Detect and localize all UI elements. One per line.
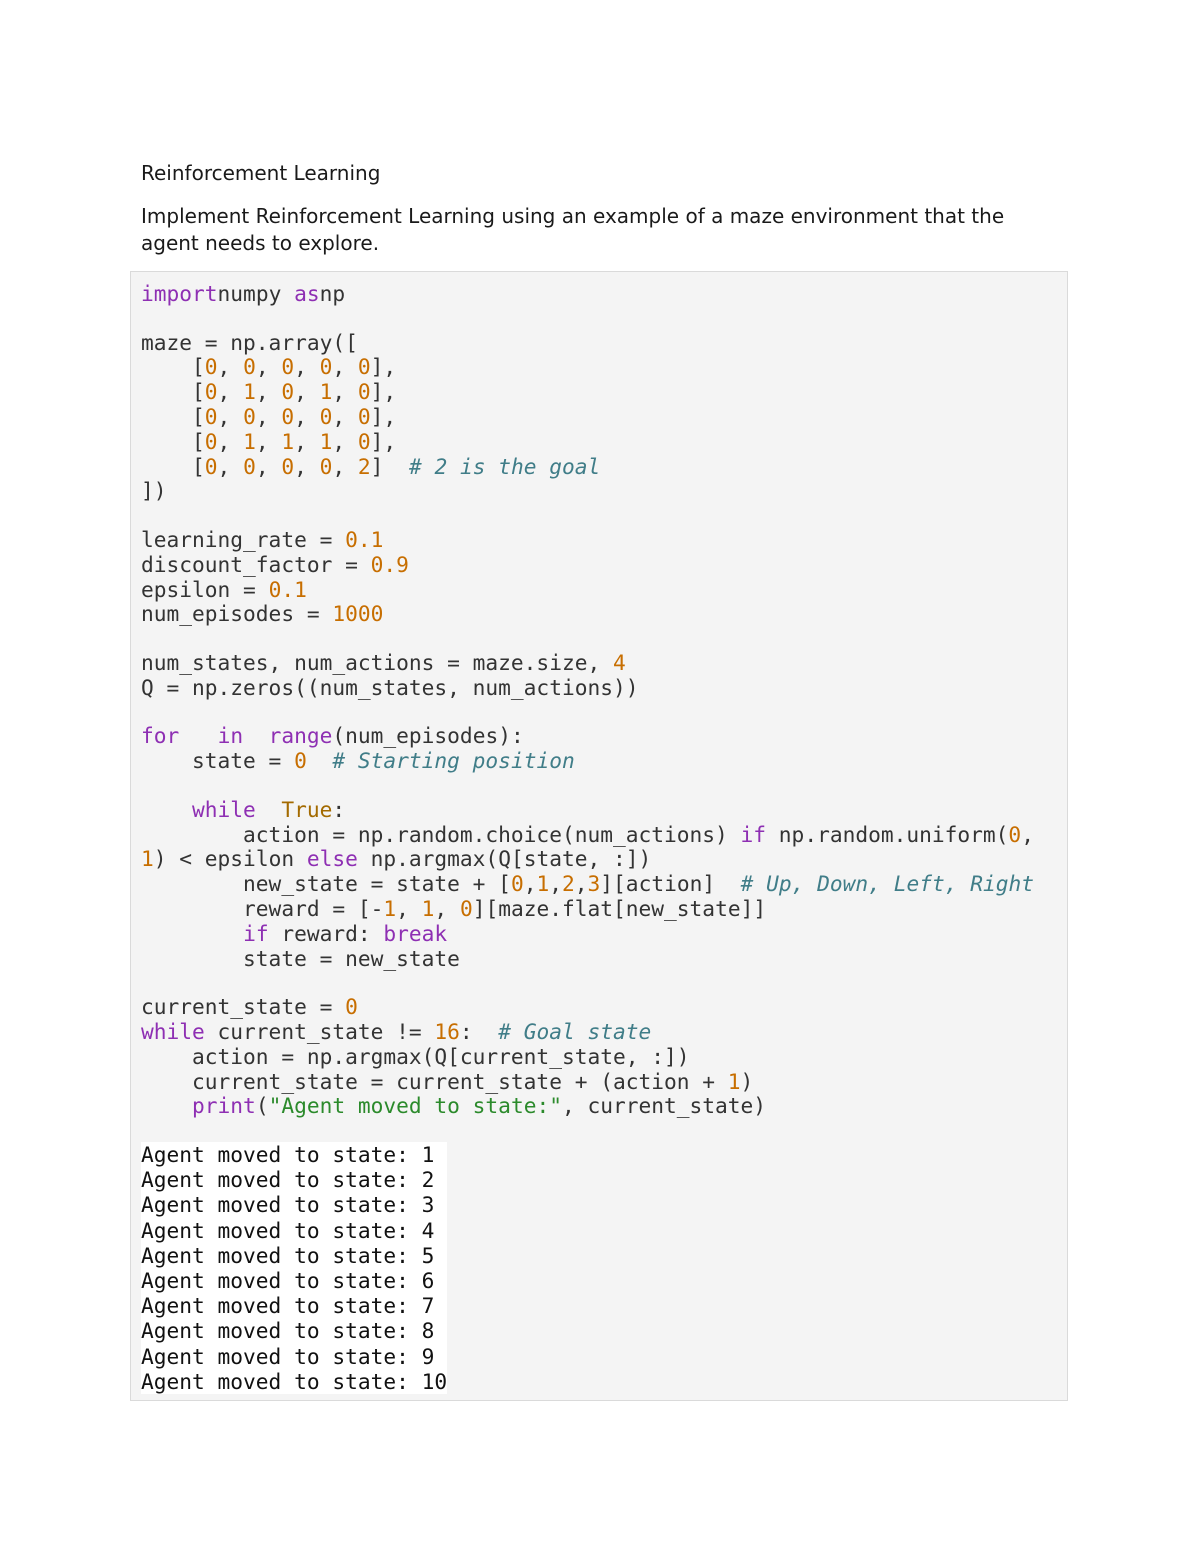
code-line [141, 602, 1034, 627]
output-line: Agent moved to state: 4 [141, 1218, 447, 1243]
code-line [141, 1045, 1034, 1070]
code-line [141, 479, 1034, 504]
code-text: , [523, 871, 537, 897]
keyword-token: for [141, 723, 180, 749]
number-token: 2 [357, 453, 371, 479]
number-token: 1 [243, 379, 256, 405]
code-text: ]) [141, 478, 167, 504]
blank-line [141, 774, 1034, 798]
number-token: 1 [243, 428, 256, 454]
code-text: action = np.random.choice(num_actions) [141, 821, 741, 847]
blank-line [141, 627, 1034, 651]
code-text: [ [141, 428, 205, 454]
code-line [141, 528, 1034, 553]
code-text: , [332, 403, 358, 429]
number-token: 0 [319, 354, 333, 380]
string-token: "Agent moved to state:" [268, 1093, 562, 1119]
output-line: Agent moved to state: 6 [141, 1268, 447, 1293]
code-text: reward: [268, 920, 384, 946]
code-line [141, 823, 1034, 848]
code-text: , [549, 871, 562, 897]
code-text: , [255, 428, 282, 454]
number-token: 0 [281, 403, 295, 429]
code-line [141, 282, 1034, 307]
number-token: 0 [204, 354, 218, 380]
cell-output [141, 1142, 447, 1394]
number-token: 0.9 [370, 551, 409, 577]
code-text: ], [370, 428, 397, 454]
code-text: , [294, 354, 320, 380]
code-text: ][maze.flat[new_state]] [472, 895, 767, 921]
code-text: , [255, 453, 282, 479]
code-text: ][action] [600, 871, 741, 897]
code-text: , [1021, 821, 1034, 847]
keyword-token: break [383, 920, 448, 946]
code-text: np.argmax(Q[state, :]) [357, 846, 652, 872]
task-description: Implement Reinforcement Learning using an example of a maze environment that the agent needs to explore. [141, 204, 1005, 255]
code-line [141, 331, 1034, 356]
code-text: Q = np.zeros((num_states, num_actions)) [141, 674, 639, 700]
code-line [141, 922, 1034, 947]
code-text: , [574, 871, 588, 897]
number-token: 0 [281, 453, 295, 479]
number-token: 0 [243, 403, 256, 429]
number-token: 1 [281, 428, 295, 454]
code-text: [ [141, 354, 205, 380]
code-block [141, 282, 1034, 1119]
code-text: , [332, 428, 358, 454]
code-text [243, 723, 269, 748]
code-line [141, 553, 1034, 578]
code-text: [ [141, 379, 205, 405]
code-text: num_episodes = [141, 601, 333, 627]
number-token: 0 [281, 354, 295, 380]
code-text: , [217, 379, 244, 405]
code-text [256, 797, 282, 822]
number-token: 0 [294, 748, 307, 774]
code-line [141, 676, 1034, 701]
code-text: new_state = state + [ [141, 871, 511, 897]
code-text: : [459, 1018, 499, 1044]
blank-line [141, 971, 1034, 995]
number-token: 1 [536, 871, 550, 897]
keyword-token: range [268, 723, 333, 749]
number-token: 0 [459, 895, 473, 921]
code-line [141, 405, 1034, 430]
code-text: , [255, 354, 282, 380]
code-text: state = new_state [141, 945, 460, 971]
code-text: , [255, 379, 282, 405]
code-line [141, 430, 1034, 455]
comment-token: # Up, Down, Left, Right [740, 871, 1035, 897]
code-text: , [217, 403, 244, 429]
number-token: 0 [243, 354, 256, 380]
number-token: 0 [204, 453, 218, 479]
code-text: learning_rate = [141, 526, 346, 552]
number-token: 1000 [332, 601, 384, 627]
code-text: , [434, 895, 460, 921]
code-text: , [217, 453, 244, 479]
blank-line [141, 504, 1034, 528]
code-text [141, 921, 243, 946]
number-token: 0 [510, 871, 524, 897]
keyword-token: while [192, 796, 256, 822]
code-line [141, 355, 1034, 380]
number-token: 0 [281, 379, 295, 405]
number-token: 16 [434, 1018, 460, 1044]
code-text: ) [740, 1068, 754, 1094]
blank-line [141, 307, 1034, 331]
number-token: 0 [357, 379, 371, 405]
keyword-token: else [306, 846, 358, 872]
number-token: 0 [345, 994, 358, 1020]
code-text: ( [255, 1093, 269, 1119]
code-text: np [319, 281, 346, 306]
code-text: state = [141, 748, 295, 774]
code-text: ) < epsilon [153, 846, 307, 872]
code-text: , [217, 428, 244, 454]
comment-token: # Starting position [332, 748, 575, 774]
keyword-token: if [740, 821, 767, 847]
code-text: , [255, 403, 282, 429]
code-line [141, 724, 1034, 749]
code-text: num_states, num_actions = maze.size, [141, 649, 613, 675]
number-token: 0 [319, 403, 333, 429]
code-text: ] [370, 453, 409, 479]
code-text: ], [370, 354, 397, 380]
number-token: 0 [319, 453, 333, 479]
code-text [179, 723, 217, 748]
code-text: (num_episodes): [332, 723, 524, 749]
code-text: current_state = current_state + (action + [141, 1068, 728, 1094]
code-text: , [217, 354, 244, 380]
code-text: , [396, 895, 422, 921]
number-token: 1 [319, 428, 333, 454]
code-text: [ [141, 403, 205, 429]
code-text: discount_factor = [141, 551, 371, 577]
code-text: , [332, 354, 358, 380]
code-text: np.random.uniform( [766, 821, 1009, 847]
code-line [141, 380, 1034, 405]
number-token: 0 [1008, 821, 1022, 847]
number-token: 0.1 [345, 526, 384, 552]
keyword-token: print [192, 1093, 256, 1119]
output-line: Agent moved to state: 7 [141, 1293, 447, 1318]
code-line [141, 1020, 1034, 1045]
keyword-token: while [141, 1018, 205, 1044]
code-line [141, 872, 1034, 897]
code-line [141, 455, 1034, 480]
number-token: 4 [612, 649, 626, 675]
code-text: epsilon = [141, 576, 269, 602]
code-text: : [332, 796, 346, 822]
comment-token: # 2 is the goal [408, 453, 601, 479]
number-token: 1 [141, 846, 154, 872]
page-title: Reinforcement Learning [141, 161, 381, 185]
code-line [141, 1094, 1034, 1119]
number-token: 2 [562, 871, 575, 897]
number-token: 1 [421, 895, 435, 921]
number-token: 0 [357, 354, 371, 380]
output-line: Agent moved to state: 9 [141, 1344, 447, 1369]
code-text [307, 748, 333, 773]
code-line [141, 847, 1034, 872]
output-line: Agent moved to state: 1 [141, 1142, 447, 1167]
number-token: 3 [587, 871, 601, 897]
output-line: Agent moved to state: 8 [141, 1318, 447, 1343]
code-text: ], [370, 379, 397, 405]
number-token: 0 [357, 428, 371, 454]
keyword-token: in [217, 723, 244, 749]
code-line [141, 995, 1034, 1020]
number-token: 1 [319, 379, 333, 405]
code-text: , current_state) [561, 1093, 767, 1119]
keyword-token: as [294, 281, 320, 306]
code-text [141, 797, 192, 822]
code-text: , [294, 379, 320, 405]
code-line [141, 897, 1034, 922]
number-token: 0 [204, 428, 218, 454]
number-token: 1 [727, 1068, 741, 1094]
code-text: action = np.argmax(Q[current_state, :]) [141, 1043, 690, 1069]
blank-line [141, 701, 1034, 725]
code-text: , [332, 379, 358, 405]
number-token: 0 [243, 453, 256, 479]
code-text: ], [370, 403, 397, 429]
code-text: numpy [217, 281, 295, 306]
code-line [141, 651, 1034, 676]
code-text: , [332, 453, 358, 479]
output-line: Agent moved to state: 10 [141, 1368, 448, 1394]
number-token: 0 [204, 379, 218, 405]
code-line [141, 1070, 1034, 1095]
number-token: 0.1 [268, 576, 307, 602]
code-text: maze = np.array([ [141, 329, 358, 355]
output-line: Agent moved to state: 3 [141, 1192, 447, 1217]
output-line: Agent moved to state: 5 [141, 1243, 447, 1268]
keyword-token: import [141, 281, 218, 306]
code-line [141, 749, 1034, 774]
constant-token: True [281, 796, 333, 822]
code-line [141, 798, 1034, 823]
output-line: Agent moved to state: 2 [141, 1167, 447, 1192]
keyword-token: if [243, 920, 269, 946]
code-text: , [294, 428, 320, 454]
code-line [141, 578, 1034, 603]
code-text: , [294, 403, 320, 429]
number-token: 1 [383, 895, 397, 921]
code-text: [ [141, 453, 205, 479]
code-text [141, 1093, 192, 1118]
comment-token: # Goal state [498, 1018, 652, 1044]
code-text: reward = [- [141, 895, 384, 921]
code-text: , [294, 453, 320, 479]
code-text: current_state != [204, 1018, 435, 1044]
number-token: 0 [204, 403, 218, 429]
code-line [141, 947, 1034, 972]
number-token: 0 [357, 403, 371, 429]
code-text: current_state = [141, 994, 346, 1020]
